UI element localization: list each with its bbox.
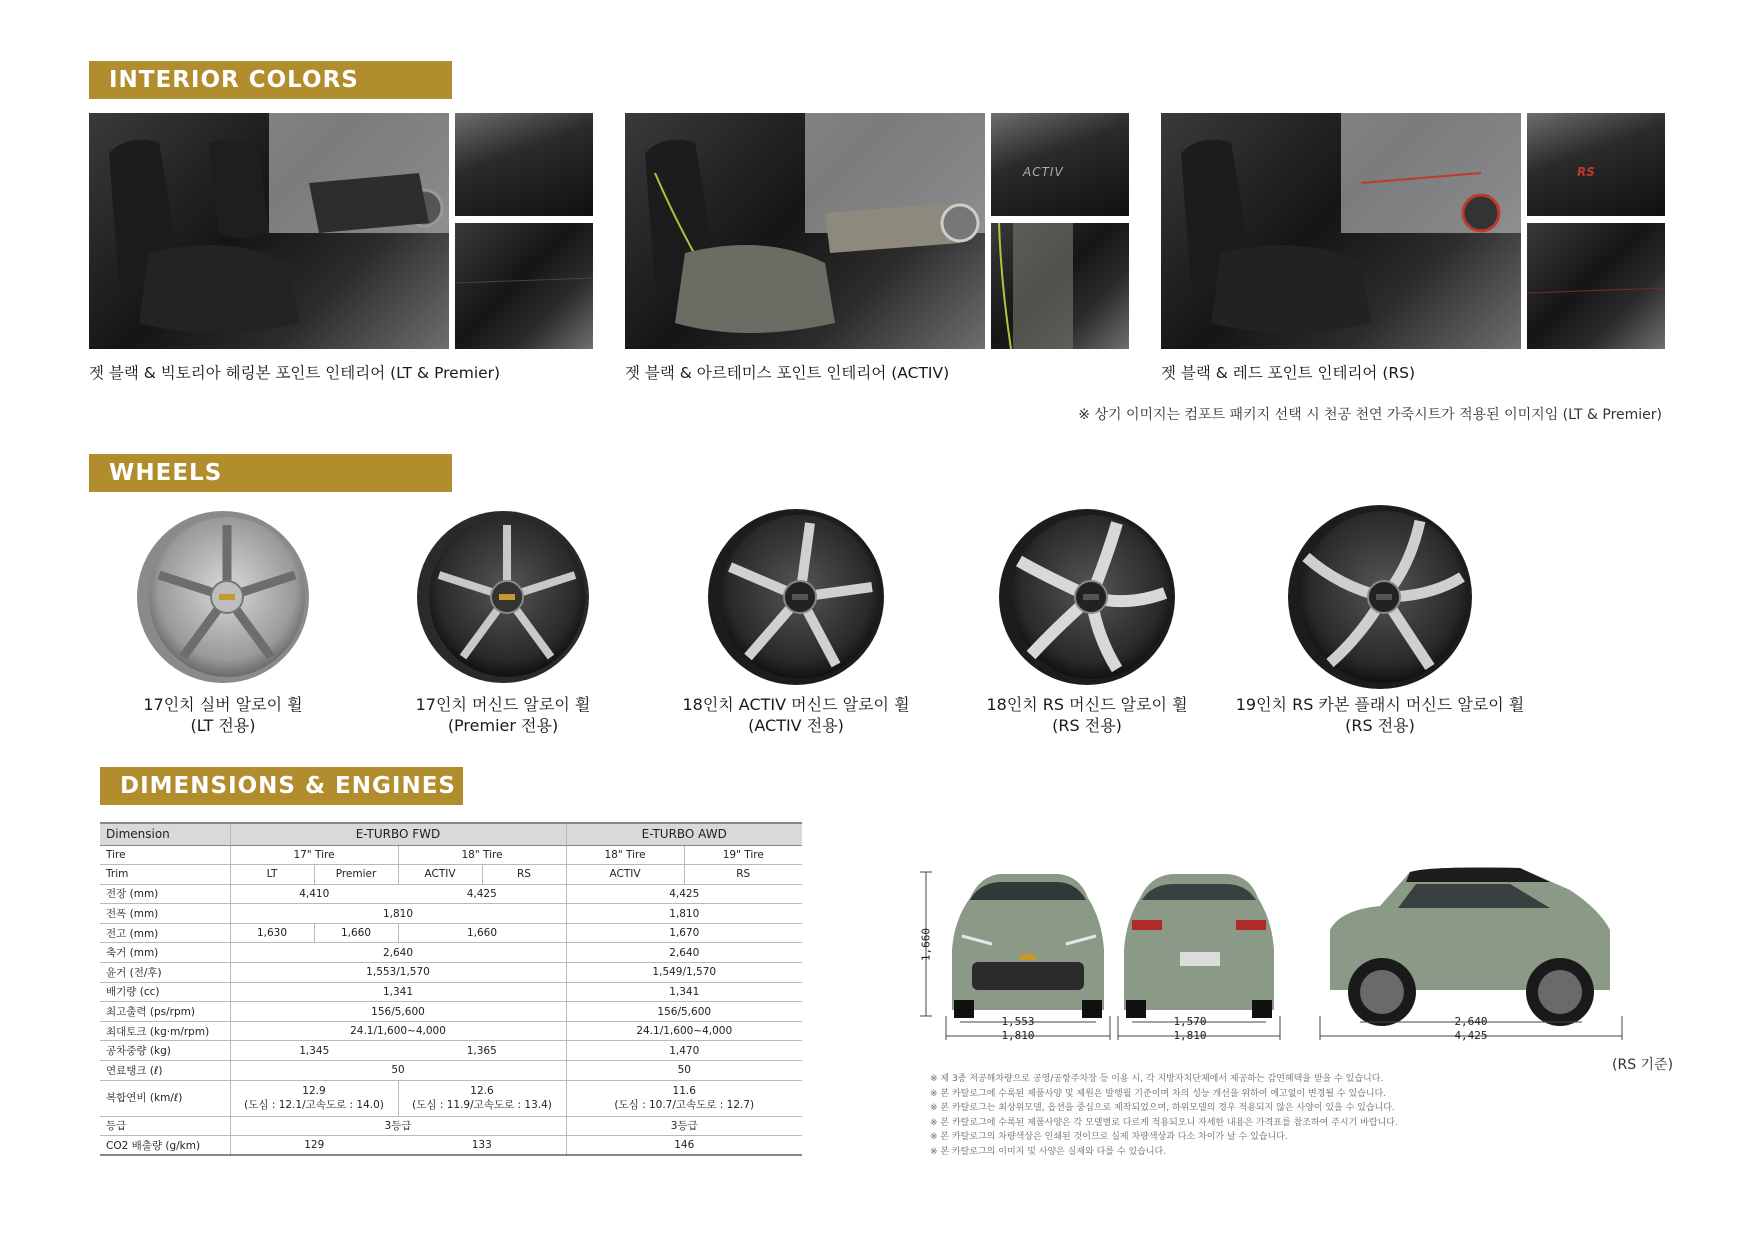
headrest-photo-lt-premier (455, 113, 593, 216)
spec-label: 축거 (mm) (100, 943, 230, 963)
wheel-19-rs-carbon (1288, 505, 1472, 689)
spec-cell: 24.1/1,600~4,000 (566, 1021, 802, 1041)
dim-length: 4,425 (1454, 1029, 1488, 1042)
wheel-caption-5-line2: (RS 전용) (1345, 716, 1415, 735)
spec-cell-efficiency-c (566, 1080, 802, 1116)
spec-label: 윤거 (전/후) (100, 963, 230, 983)
spec-row-tread (100, 963, 802, 983)
spec-cell: 1,341 (230, 982, 566, 1002)
spec-row-weight (100, 1041, 802, 1061)
car-rear-view (1124, 874, 1274, 1018)
footnote: ※ 본 카탈로그의 이미지 및 사양은 실제와 다를 수 있습니다. (930, 1146, 1167, 1157)
activ-headrest-logo: ACTIV (1023, 165, 1064, 179)
interior-caption-rs: 젯 블랙 & 레드 포인트 인테리어 (RS) (1161, 364, 1416, 382)
footnote: ※ 본 카탈로그에 수록된 제품사양은 각 모델별로 다르게 적용되오니 자세한 내용은 가격표를 참조하여 주시기 바랍니다. (930, 1117, 1398, 1128)
wheels-section-title: WHEELS (89, 454, 452, 492)
interior-section-title: INTERIOR COLORS (89, 61, 452, 99)
footnote: ※ 본 카탈로그는 최상위모델, 옵션을 중심으로 제작되었으며, 하위모델의 경우 적용되지 않은 사양이 있을 수 있습니다. (930, 1103, 1395, 1113)
efficiency-value: 12.9 (302, 1085, 326, 1098)
interior-caption-activ: 젯 블랙 & 아르테미스 포인트 인테리어 (ACTIV) (625, 364, 950, 382)
spec-cell: 2,640 (566, 943, 802, 963)
seat-detail-photo-lt-premier (455, 223, 593, 349)
wheel-caption-5 (1220, 694, 1540, 736)
wheel-caption-2 (393, 694, 613, 736)
spec-label: 최고출력 (ps/rpm) (100, 1002, 230, 1022)
dim-wheelbase: 2,640 (1454, 1015, 1488, 1028)
spec-cell-efficiency-a (230, 1080, 398, 1116)
spec-cell: 17" Tire (230, 845, 398, 865)
dim-front-width: 1,810 (1001, 1029, 1035, 1042)
wheel-caption-3-line2: (ACTIV 전용) (748, 716, 844, 735)
spec-row-width (100, 904, 802, 924)
efficiency-detail: (도심 : 11.9/고속도로 : 13.4) (412, 1099, 552, 1112)
wheel-caption-5-line1: 19인치 RS 카본 플래시 머신드 알로이 휠 (1235, 695, 1525, 714)
spec-header-row (100, 823, 802, 845)
wheel-caption-4-line1: 18인치 RS 머신드 알로이 휠 (986, 695, 1188, 714)
spec-cell: Premier (314, 865, 398, 885)
spec-row-co2 (100, 1136, 802, 1156)
wheel-caption-3 (666, 694, 926, 736)
spec-row-displacement (100, 982, 802, 1002)
spec-cell: 129 (230, 1136, 398, 1156)
spec-cell: 1,341 (566, 982, 802, 1002)
spec-label: Trim (100, 865, 230, 885)
spec-cell: 1,810 (566, 904, 802, 924)
spec-cell: 4,410 (230, 884, 398, 904)
drawing-basis-note: (RS 기준) (1612, 1057, 1674, 1073)
spec-cell: 19" Tire (684, 845, 802, 865)
spec-cell: 133 (398, 1136, 566, 1156)
spec-cell: ACTIV (566, 865, 684, 885)
dim-rear-width: 1,810 (1173, 1029, 1207, 1042)
interior-photo-activ (625, 113, 985, 349)
spec-label: 전장 (mm) (100, 884, 230, 904)
spec-label: 공차중량 (kg) (100, 1041, 230, 1061)
headrest-photo-activ (991, 113, 1129, 216)
spec-row-height (100, 923, 802, 943)
spec-cell: 18" Tire (398, 845, 566, 865)
spec-label: 배기량 (cc) (100, 982, 230, 1002)
spec-row-tire (100, 845, 802, 865)
spec-header-awd: E-TURBO AWD (566, 823, 802, 845)
wheel-18-activ (708, 509, 884, 685)
spec-cell: 156/5,600 (230, 1002, 566, 1022)
spec-cell: 1,470 (566, 1041, 802, 1061)
spec-cell: 18" Tire (566, 845, 684, 865)
spec-cell: 3등급 (230, 1116, 566, 1136)
spec-cell: 1,670 (566, 923, 802, 943)
spec-cell: 3등급 (566, 1116, 802, 1136)
wheels-gallery (0, 505, 1762, 695)
wheel-caption-1-line2: (LT 전용) (190, 716, 256, 735)
dim-height: 1,660 (919, 927, 933, 962)
spec-label: 최대토크 (kg·m/rpm) (100, 1021, 230, 1041)
spec-label: 전폭 (mm) (100, 904, 230, 924)
wheel-18-rs (999, 509, 1175, 685)
spec-row-power (100, 1002, 802, 1022)
spec-cell: RS (482, 865, 566, 885)
spec-cell: 1,365 (398, 1041, 566, 1061)
spec-cell: 1,345 (230, 1041, 398, 1061)
efficiency-detail: (도심 : 12.1/고속도로 : 14.0) (244, 1099, 384, 1112)
spec-cell: 50 (230, 1061, 566, 1081)
car-front-view (952, 874, 1104, 1018)
wheel-caption-4 (967, 694, 1207, 736)
spec-table (100, 822, 802, 1156)
spec-row-grade (100, 1116, 802, 1136)
spec-label: 복합연비 (km/ℓ) (100, 1080, 230, 1116)
seat-detail-photo-rs (1527, 223, 1665, 349)
dim-front-tread: 1,553 (1001, 1015, 1035, 1028)
footnote: ※ 제 3종 저공해차량으로 공영/공항주차장 등 이용 시, 각 지방자치단체에서 제공하는 감면혜택을 받을 수 있습니다. (930, 1074, 1384, 1084)
spec-cell: 146 (566, 1136, 802, 1156)
footnote: ※ 본 카탈로그에 수록된 제품사양 및 제원은 발행월 기준이며 차의 성능 개선을 위하여 예고없이 변경될 수 있습니다. (930, 1088, 1387, 1099)
seat-detail-photo-activ (991, 223, 1129, 349)
footnote: ※ 본 카탈로그의 차량색상은 인쇄된 것이므로 실제 차량색상과 다소 차이가 날 수 있습니다. (930, 1132, 1288, 1142)
interior-photo-lt-premier (89, 113, 449, 349)
wheel-caption-2-line1: 17인치 머신드 알로이 휠 (415, 695, 591, 714)
spec-header-dimension: Dimension (100, 823, 230, 845)
spec-cell: 1,553/1,570 (230, 963, 566, 983)
wheel-17-machined (417, 511, 589, 683)
spec-cell: 1,660 (398, 923, 566, 943)
wheel-caption-1-line1: 17인치 실버 알로이 휠 (143, 695, 303, 714)
efficiency-detail: (도심 : 10.7/고속도로 : 12.7) (614, 1099, 755, 1112)
spec-row-trim (100, 865, 802, 885)
interior-caption-lt-premier: 젯 블랙 & 빅토리아 헤링본 포인트 인테리어 (LT & Premier) (89, 364, 501, 382)
spec-label: 등급 (100, 1116, 230, 1136)
wheel-caption-1 (113, 694, 333, 736)
footnotes (930, 1072, 1398, 1159)
spec-cell: 1,810 (230, 904, 566, 924)
spec-cell: 4,425 (566, 884, 802, 904)
efficiency-value: 11.6 (672, 1085, 696, 1098)
spec-cell-efficiency-b (398, 1080, 566, 1116)
dimensions-section-title: DIMENSIONS & ENGINES (100, 767, 463, 805)
spec-cell: 4,425 (398, 884, 566, 904)
spec-row-efficiency (100, 1080, 802, 1116)
rs-headrest-logo: RS (1577, 165, 1595, 179)
spec-cell: 2,640 (230, 943, 566, 963)
spec-cell: LT (230, 865, 314, 885)
wheel-17-silver (137, 511, 309, 683)
spec-row-torque (100, 1021, 802, 1041)
car-side-view (1330, 868, 1610, 1027)
spec-header-fwd: E-TURBO FWD (230, 823, 566, 845)
spec-cell: 50 (566, 1061, 802, 1081)
spec-label: 전고 (mm) (100, 923, 230, 943)
headrest-photo-rs (1527, 113, 1665, 216)
spec-label: Tire (100, 845, 230, 865)
spec-label: 연료탱크 (ℓ) (100, 1061, 230, 1081)
spec-cell: RS (684, 865, 802, 885)
spec-row-length (100, 884, 802, 904)
interior-note: ※ 상기 이미지는 컴포트 패키지 선택 시 천공 천연 가죽시트가 적용된 이미지임 (LT & Premier) (1078, 407, 1662, 423)
spec-row-fuel-tank (100, 1061, 802, 1081)
wheel-caption-3-line1: 18인치 ACTIV 머신드 알로이 휠 (682, 695, 910, 714)
spec-cell: 156/5,600 (566, 1002, 802, 1022)
wheel-caption-2-line2: (Premier 전용) (447, 716, 559, 735)
spec-cell: 1,549/1,570 (566, 963, 802, 983)
dim-rear-tread: 1,570 (1173, 1015, 1207, 1028)
spec-cell: ACTIV (398, 865, 482, 885)
efficiency-value: 12.6 (470, 1085, 494, 1098)
spec-cell: 1,630 (230, 923, 314, 943)
spec-cell: 1,660 (314, 923, 398, 943)
interior-photo-rs (1161, 113, 1521, 349)
spec-cell: 24.1/1,600~4,000 (230, 1021, 566, 1041)
spec-label: CO2 배출량 (g/km) (100, 1136, 230, 1156)
spec-row-wheelbase (100, 943, 802, 963)
wheel-caption-4-line2: (RS 전용) (1052, 716, 1122, 735)
